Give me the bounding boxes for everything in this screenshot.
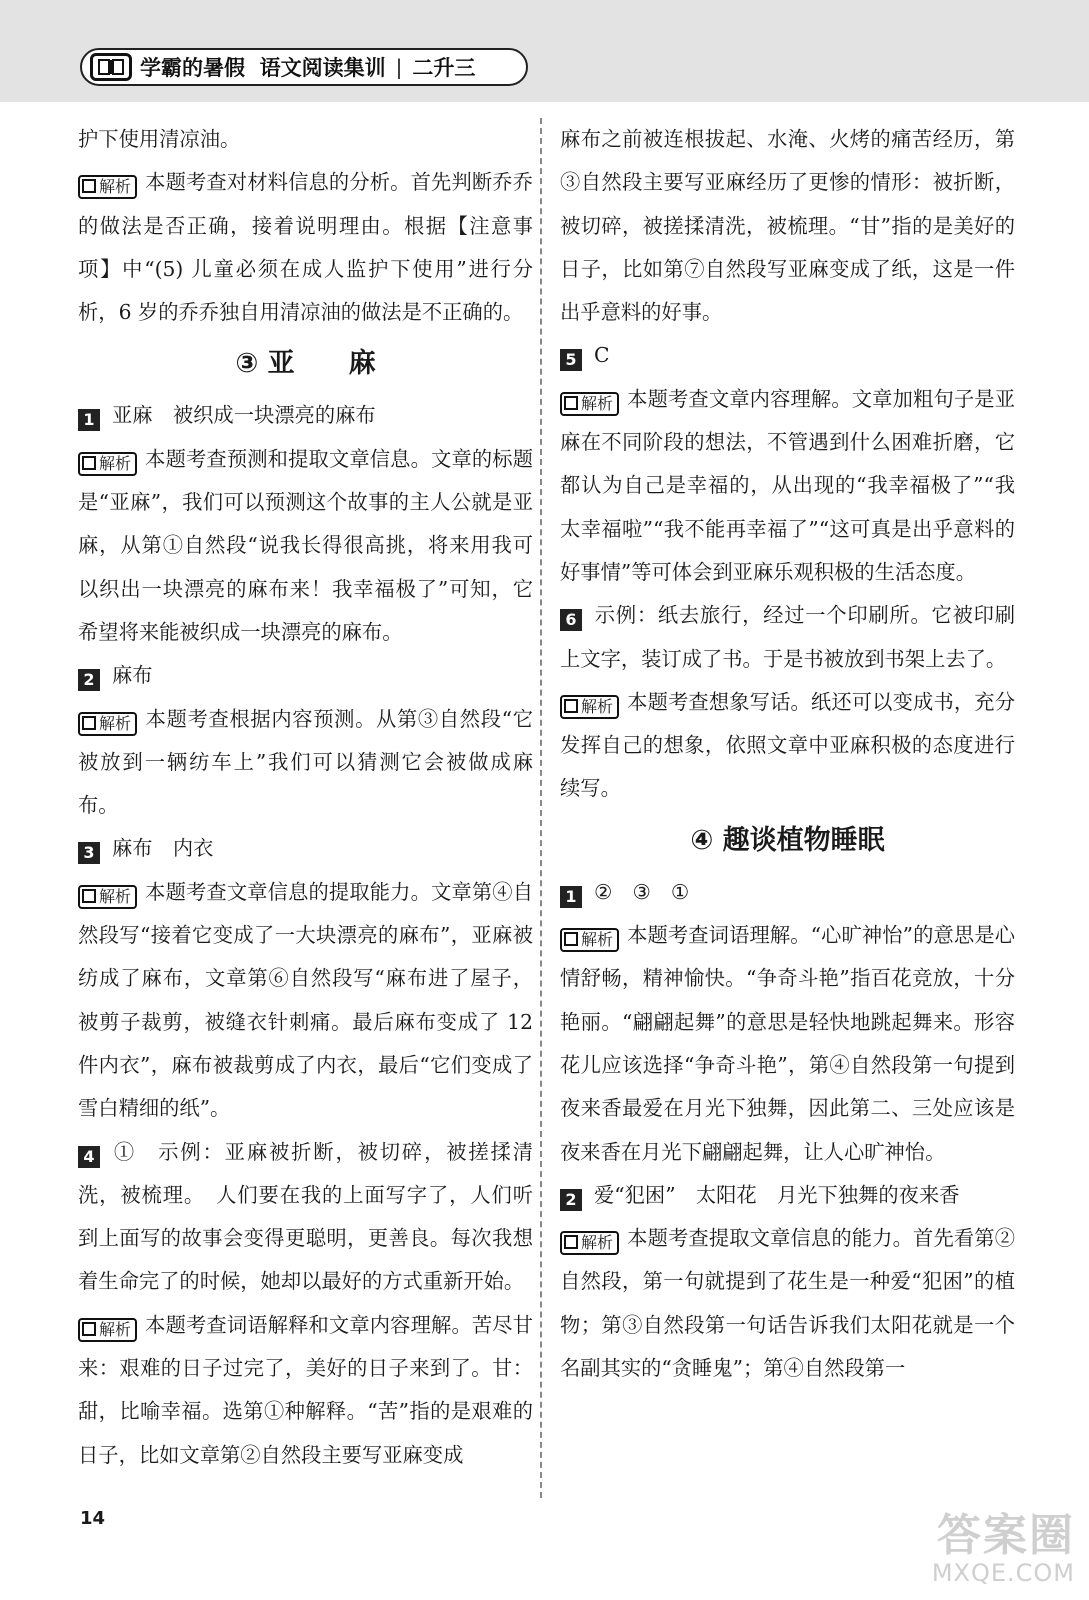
analysis-tag: 解析 [78,885,137,909]
analysis-icon [82,456,96,470]
question-number: 1 [78,409,100,431]
analysis-icon [564,932,578,946]
column-divider [540,118,542,1498]
header-title-bar [80,48,528,86]
analysis-tag: 解析 [560,1231,619,1255]
analysis-block: 解析 本题考查预测和提取文章信息。文章的标题是“亚麻”，我们可以预测这个故事的主人公就是亚麻，从第①自然段“说我长得很高挑，将来用我可以织出一块漂亮的麻布来！我幸福极了”可知，它希望将来能被织成一块漂亮的麻布。 [78,446,533,644]
grade-label: 二升三 [412,56,476,80]
analysis-icon [82,716,96,730]
analysis-icon [82,1322,96,1336]
answer-block: 3 麻布 内衣 [78,827,533,870]
analysis-tag: 解析 [560,928,619,952]
question-number: 2 [78,669,100,691]
analysis-tag: 解析 [560,695,619,719]
answer-block: 2 麻布 [78,654,533,697]
book-title: 学霸的暑假 语文阅读集训 [140,56,386,80]
analysis-tag: 解析 [560,392,619,416]
answer-block: 4 ① 示例：亚麻被折断，被切碎，被搓揉清洗，被梳理。 人们要在我的上面写字了，人们听到上面写的故事会变得更聪明，更善良。每次我想着生命完了的时候，她却以最好的方式重新开始。 [78,1139,533,1294]
analysis-block: 解析 本题考查对材料信息的分析。首先判断乔乔的做法是否正确，接着说明理由。根据【注意事项】中“(5) 儿童必须在成人监护下使用”进行分析，6 岁的乔乔独自用清凉油的做法是不正确的。 [78,170,533,325]
analysis-tag: 解析 [78,452,137,476]
analysis-tag: 解析 [78,175,137,199]
analysis-tag: 解析 [78,1318,137,1342]
paragraph: 护下使用清凉油。 [78,127,241,151]
analysis-tag: 解析 [78,712,137,736]
answer-block: 6 示例：纸去旅行，经过一个印刷所。它被印刷上文字，装订成了书。于是书被放到书架上去了。 [560,603,1015,671]
analysis-block: 解析 本题考查想象写话。纸还可以变成书，充分发挥自己的想象，依照文章中亚麻积极的态度进行续写。 [560,689,1015,801]
analysis-block: 解析 本题考查词语理解。“心旷神怡”的意思是心情舒畅，精神愉快。“争奇斗艳”指百花竞放，十分艳丽。“翩翩起舞”的意思是轻快地跳起舞来。形容花儿应该选择“争奇斗艳”，第④自然段第一句提到夜来香最爱在月光下独舞，因此第二、三处应该是夜来香在月光下翩翩起舞，让人心旷神怡。 [560,923,1015,1164]
answer-block: 1 亚麻 被织成一块漂亮的麻布 [78,394,533,437]
question-number: 5 [560,349,582,371]
right-column [560,118,1015,1390]
left-column [78,118,533,1477]
book-icon [90,53,132,81]
analysis-icon [564,1235,578,1249]
paragraph: 麻布之前被连根拔起、水淹、火烤的痛苦经历，第③自然段主要写亚麻经历了更惨的情形：被折断，被切碎，被搓揉清洗，被梳理。“甘”指的是美好的日子，比如第⑦自然段写亚麻变成了纸，这是一件出乎意料的好事。 [560,127,1015,325]
analysis-icon [564,396,578,410]
answer-block: 2 爱“犯困” 太阳花 月光下独舞的夜来香 [560,1174,1015,1217]
question-number: 2 [560,1189,582,1211]
page-header [0,0,1089,102]
analysis-block: 解析 本题考查根据内容预测。从第③自然段“它被放到一辆纺车上”我们可以猜测它会被做成麻布。 [78,706,533,818]
question-number: 4 [78,1146,100,1168]
analysis-icon [564,699,578,713]
question-number: 3 [78,842,100,864]
question-number: 6 [560,609,582,631]
answer-block: 1 ② ③ ① [560,871,1015,914]
analysis-block: 解析 本题考查文章信息的提取能力。文章第④自然段写“接着它变成了一大块漂亮的麻布”，亚麻被纺成了麻布，文章第⑥自然段写“麻布进了屋子，被剪子裁剪，被缝衣针刺痛。最后麻布变成了 12 件内衣”，麻布被裁剪成了内衣，最后“它们变成了雪白精细的纸”。 [78,879,533,1121]
section-title: ④ 趣谈植物睡眠 [690,824,885,856]
section-title: ③ 亚 麻 [235,348,376,380]
analysis-icon [82,179,96,193]
analysis-block: 解析 本题考查提取文章信息的能力。首先看第②自然段，第一句就提到了花生是一种爱“犯困”的植物；第③自然段第一句话告诉我们太阳花就是一个名副其实的“贪睡鬼”；第④自然段第一 [560,1226,1015,1381]
watermark: 答案圈 MXQE.COM [931,1510,1075,1587]
title-separator: | [395,55,403,79]
answer-block: 5 C [560,334,1015,377]
page-number: 14 [80,1508,106,1529]
analysis-block: 解析 本题考查文章内容理解。文章加粗句子是亚麻在不同阶段的想法，不管遇到什么困难折磨，它都认为自己是幸福的，从出现的“我幸福极了”“我太幸福啦”“我不能再幸福了”“这可真是出乎意料的好事情”等可体会到亚麻乐观积极的生活态度。 [560,386,1015,584]
analysis-icon [82,889,96,903]
question-number: 1 [560,886,582,908]
analysis-block: 解析 本题考查词语解释和文章内容理解。苦尽甘来：艰难的日子过完了，美好的日子来到了。甘：甜，比喻幸福。选第①种解释。“苦”指的是艰难的日子，比如文章第②自然段主要写亚麻变成 [78,1312,533,1467]
